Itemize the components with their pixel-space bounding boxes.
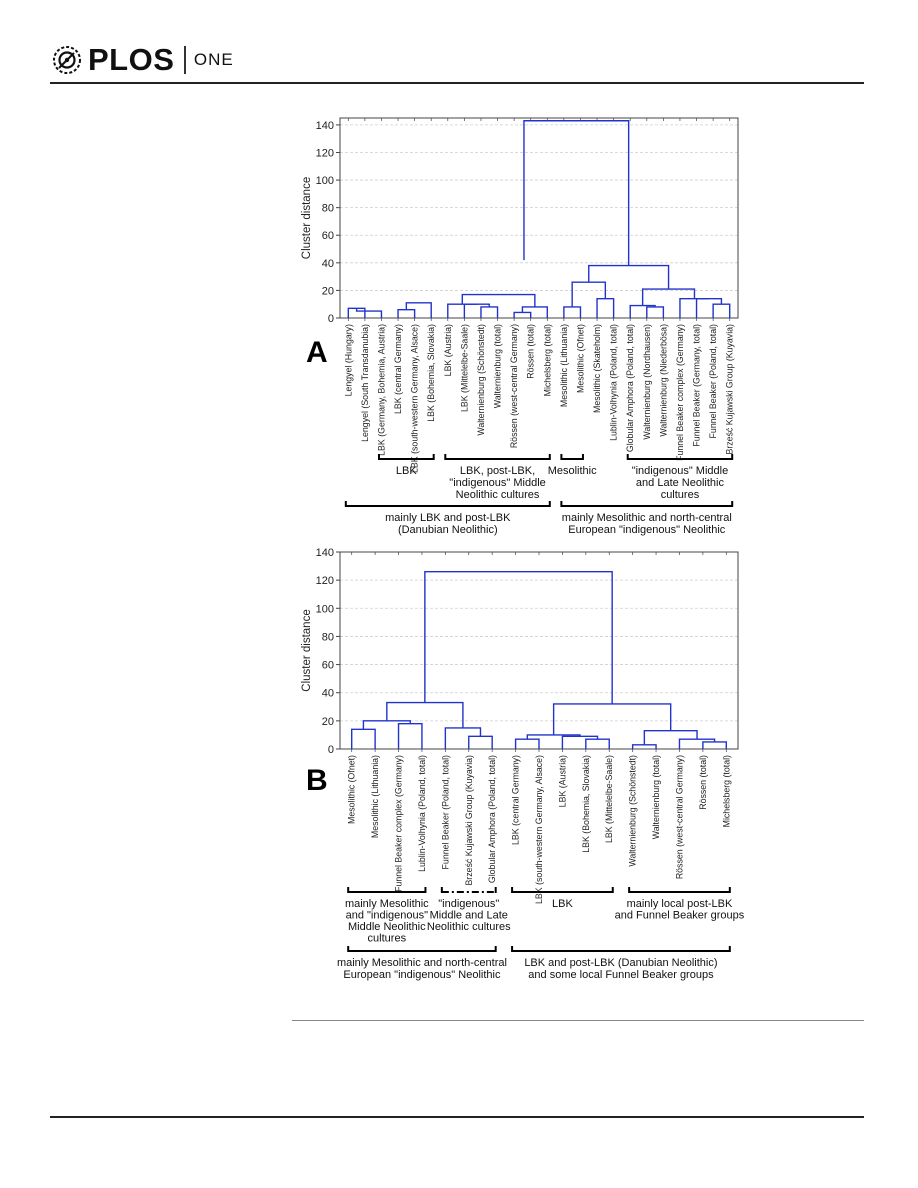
y-tick-label: 40 <box>321 687 334 700</box>
group-bracket <box>512 887 613 910</box>
dendrogram-link <box>462 295 535 307</box>
y-tick-label: 100 <box>315 175 334 188</box>
leaf-label: Mesolithic (Ofnet) <box>346 755 357 824</box>
leaf-label: LBK (Bohemia, Slovakia) <box>580 755 591 853</box>
leaf-label: Globular Amphora (Poland, total) <box>487 755 498 884</box>
dendrogram-link <box>448 304 477 318</box>
y-tick-label: 100 <box>315 603 334 616</box>
leaf-label: Rössen (west-central Germany) <box>509 324 520 449</box>
group-label: and "indigenous" <box>345 909 429 922</box>
y-axis-label: Cluster distance <box>301 609 313 692</box>
group-bracket <box>337 946 507 981</box>
y-tick-label: 0 <box>327 313 334 325</box>
panel-letter: B <box>306 764 328 797</box>
leaf-label: Mesolithic (Skateholm) <box>592 324 603 413</box>
leaf-label: Mesolithic (Lithuania) <box>558 324 569 408</box>
leaf-label: Walternienburg (Niederbösa) <box>658 324 669 437</box>
dendrogram-link <box>481 307 498 318</box>
group-label: cultures <box>367 932 407 945</box>
dendrogram-link <box>643 289 695 306</box>
dendrogram-link <box>514 312 531 318</box>
group-label: mainly Mesolithic and north-central <box>336 957 507 969</box>
leaf-label: Rössen (total) <box>525 324 536 379</box>
group-label: "indigenous" Middle <box>631 465 729 477</box>
group-label: and Late Neolithic <box>635 477 724 489</box>
group-bracket <box>379 454 434 477</box>
leaf-label: LBK (south-western Germany, Alsace) <box>409 324 420 473</box>
leaf-label: Lengyel (Hungary) <box>343 324 354 397</box>
group-label: Middle and Late <box>429 909 508 922</box>
group-bracket <box>548 454 597 477</box>
group-bracket <box>512 946 730 981</box>
group-label: European "indigenous" Neolithic <box>343 969 501 981</box>
footer-rule <box>50 1116 864 1118</box>
leaf-label: Michelsberg (total) <box>542 324 553 397</box>
y-tick-label: 80 <box>321 631 334 644</box>
journal-sub: ONE <box>193 50 234 69</box>
group-label: and Funnel Beaker groups <box>614 909 745 922</box>
y-tick-label: 20 <box>321 715 334 728</box>
leaf-label: Lublin-Volhynia (Poland, total) <box>416 755 427 872</box>
dendrogram-panel-b <box>301 547 745 981</box>
leaf-label: Walternienburg (Schönstedt) <box>627 755 638 867</box>
leaf-label: Michelsberg (total) <box>721 755 732 828</box>
leaf-label: Mesolithic (Ofnet) <box>575 324 586 393</box>
y-tick-label: 60 <box>321 230 334 243</box>
dendrogram-link <box>398 310 415 318</box>
leaf-label: Mesolithic (Lithuania) <box>370 755 381 839</box>
leaf-label: Walternienburg (total) <box>492 323 503 409</box>
group-label: LBK, post-LBK, <box>459 465 536 477</box>
group-bracket <box>445 454 549 501</box>
panel-letter: A <box>306 336 328 369</box>
dendrogram-link <box>352 729 375 749</box>
leaf-label: LBK (Mittelelbe-Saale) <box>459 324 470 413</box>
dendrogram-link <box>516 739 539 749</box>
dendrogram-link <box>562 736 597 749</box>
leaf-label: Rössen (total) <box>697 755 708 810</box>
dendrogram-link <box>647 307 664 318</box>
dendrogram-link <box>586 739 609 749</box>
leaf-label: Funnel Beaker complex (Germany) <box>674 324 685 461</box>
group-bracket <box>615 887 745 922</box>
leaf-label: LBK (Austria) <box>557 755 568 808</box>
group-bracket <box>346 501 550 536</box>
leaf-label: Funnel Beaker (Germany, total) <box>691 324 702 447</box>
leaf-label: Walternienburg (total) <box>651 755 662 840</box>
leaf-label: Rössen (west-central Germany) <box>674 755 685 880</box>
leaf-label: Walternienburg (Nordhausen) <box>641 324 652 440</box>
dendrogram-link <box>703 742 726 749</box>
group-label: LBK and post-LBK (Danubian Neolithic) <box>524 957 718 969</box>
leaf-label: Funnel Beaker (Poland, total) <box>708 324 719 439</box>
group-label: mainly local post-LBK <box>626 898 733 910</box>
dendrogram-link <box>680 299 709 318</box>
leaf-label: Walternienburg (Schönstedt) <box>475 324 486 436</box>
group-label: mainly Mesolithic <box>344 898 429 910</box>
dendrogram-link <box>572 282 605 307</box>
leaf-label: LBK (central Germany) <box>393 324 404 414</box>
group-label: LBK <box>395 465 417 477</box>
leaf-label: Brześć Kujawski Group (Kuyavia) <box>463 755 474 886</box>
y-tick-label: 120 <box>315 575 334 588</box>
dendrogram-link <box>633 745 656 749</box>
y-axis-label: Cluster distance <box>301 176 313 260</box>
group-label: cultures <box>660 489 700 501</box>
dendrogram-link <box>697 299 722 318</box>
dendrogram-link <box>399 724 422 749</box>
dendrogram-link <box>597 299 614 318</box>
leaf-label: Lublin-Volhynia (Poland, total) <box>608 324 619 441</box>
dendrogram-link <box>679 739 714 749</box>
group-bracket <box>345 887 429 945</box>
leaf-label: Globular Amphora (Poland, total) <box>625 324 636 453</box>
dendrogram-link <box>644 731 697 745</box>
group-label: and some local Funnel Beaker groups <box>528 969 714 981</box>
leaf-label: LBK (south-western Germany, Alsace) <box>534 755 544 904</box>
leaf-label: LBK (Germany, Bohemia, Austria) <box>376 324 387 456</box>
y-tick-label: 20 <box>321 285 334 298</box>
group-label: mainly LBK and post-LBK <box>385 512 511 524</box>
group-label: LBK <box>552 898 573 910</box>
dendrogram-link <box>524 121 629 266</box>
dendrogram-link <box>357 308 382 318</box>
leaf-label: LBK (Mittelelbe-Saale) <box>604 755 615 844</box>
y-tick-label: 140 <box>315 547 334 559</box>
group-bracket <box>561 501 732 536</box>
y-tick-label: 60 <box>321 659 334 672</box>
dendrogram-link <box>425 572 612 704</box>
leaf-label: Brześć Kujawski Group (Kuyavia) <box>724 324 735 455</box>
dendrogram-link <box>363 721 410 729</box>
group-label: Neolithic cultures <box>426 921 511 933</box>
leaf-label: Funnel Beaker complex (Germany) <box>393 755 404 892</box>
y-tick-label: 80 <box>321 202 334 215</box>
group-label: Middle Neolithic <box>347 921 426 933</box>
leaf-label: LBK (central Germany) <box>510 755 521 845</box>
leaf-label: LBK (Bohemia, Slovakia) <box>426 324 437 422</box>
group-label: Mesolithic <box>547 465 597 477</box>
caption-rule <box>292 1020 864 1021</box>
dendrogram-link <box>445 728 480 749</box>
leaf-label: Funnel Beaker (Poland, total) <box>440 755 451 870</box>
group-label: "indigenous" Middle <box>449 477 546 489</box>
dendrogram-link <box>713 304 730 318</box>
group-bracket <box>427 887 511 933</box>
group-label: Neolithic cultures <box>455 489 540 501</box>
leaf-label: Lengyel (South Transdanubia) <box>359 324 370 442</box>
y-tick-label: 120 <box>315 147 334 160</box>
group-label: European "indigenous" Neolithic <box>568 524 726 536</box>
leaf-label: LBK (Austria) <box>442 324 453 377</box>
dendrogram-panel-a <box>301 118 738 536</box>
group-label: "indigenous" <box>438 898 500 910</box>
y-tick-label: 40 <box>321 257 334 270</box>
y-tick-label: 0 <box>327 744 334 756</box>
dendrogram-link <box>589 266 669 289</box>
group-label: (Danubian Neolithic) <box>397 524 498 536</box>
dendrogram-link <box>469 736 492 749</box>
dendrogram-link <box>564 307 581 318</box>
group-label: mainly Mesolithic and north-central <box>561 512 732 524</box>
plot-frame <box>340 118 738 318</box>
y-tick-label: 140 <box>315 119 334 132</box>
journal-name: PLOS <box>88 42 175 77</box>
plot-frame <box>340 552 738 749</box>
